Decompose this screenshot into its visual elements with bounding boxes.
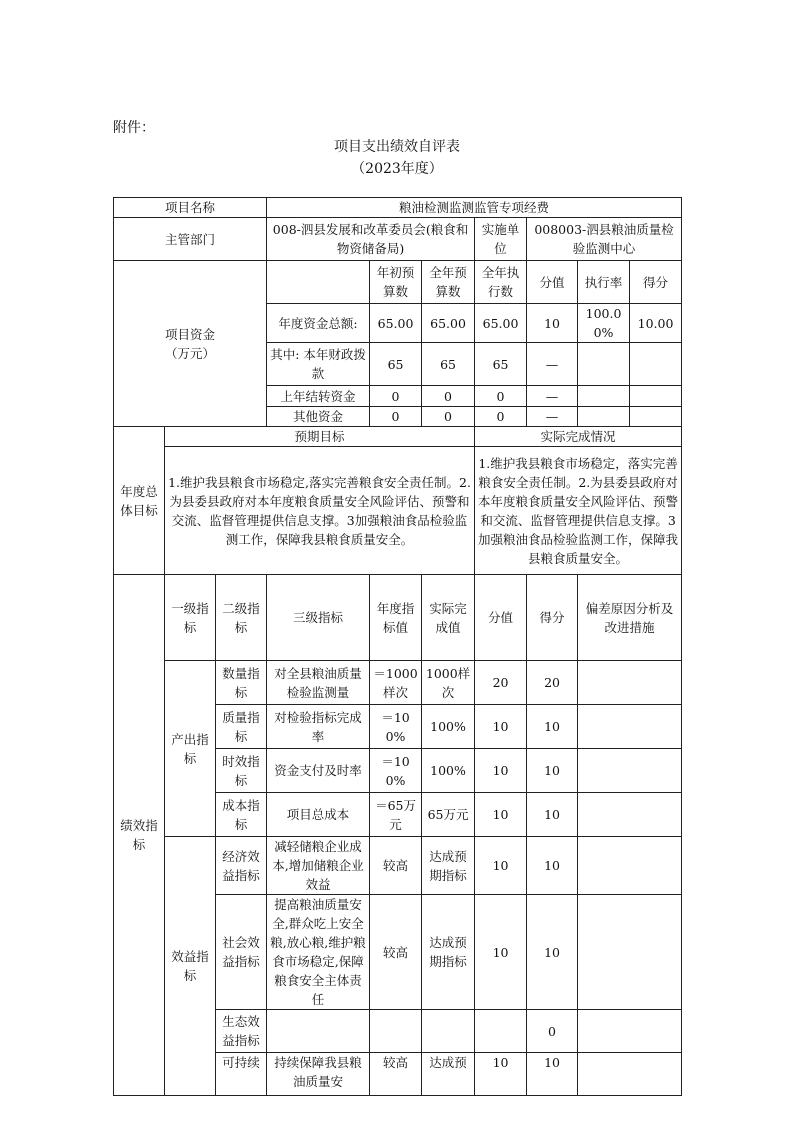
funds-header-blank: [267, 261, 370, 304]
indicator-score: 10: [527, 749, 578, 793]
indicator-target: [370, 1010, 422, 1053]
indicator-score: 10: [527, 837, 578, 895]
indicator-actual: 65万元: [422, 793, 475, 837]
funds-header-score: 得分: [630, 261, 682, 304]
performance-label: 绩效指标: [114, 575, 165, 1096]
funds-row-executed: 0: [475, 386, 527, 407]
funds-row-executed: 65.00: [475, 304, 527, 343]
funds-row-score-value: 10: [527, 304, 578, 343]
indicator-level2: 生态效益指标: [216, 1010, 267, 1053]
impl-value: 008003-泗县粮油质量检验监测中心: [527, 218, 682, 261]
funds-label-cell: [114, 261, 267, 427]
page-subtitle: （2023年度）: [351, 161, 443, 177]
indicator-level2: 社会效益指标: [216, 895, 267, 1010]
funds-row-full: 65: [422, 343, 475, 386]
funds-row-score-value: —: [527, 386, 578, 407]
funds-label: 项目资金: [165, 326, 216, 342]
funds-row-score: 10.00: [630, 304, 682, 343]
perf-header-level2: 二级指标: [216, 575, 267, 661]
indicator-level3: 对检验指标完成率: [267, 705, 370, 749]
indicator-level2: 成本指标: [216, 793, 267, 837]
perf-header-actual: 实际完成值: [422, 575, 475, 661]
indicator-level2: 数量指标: [216, 661, 267, 705]
indicator-level3: 资金支付及时率: [267, 749, 370, 793]
indicator-deviation: [578, 705, 682, 749]
indicator-level2: 可持续: [216, 1053, 267, 1096]
funds-row-rate: [578, 407, 630, 427]
funds-row-name: 年度资金总额:: [267, 304, 370, 343]
funds-row-name: 其他资金: [267, 407, 370, 427]
goals-label: 年度总体目标: [114, 427, 165, 575]
goals-actual-header: 实际完成情况: [475, 427, 682, 447]
funds-row-full: 65.00: [422, 304, 475, 343]
indicator-score-value: 10: [475, 749, 527, 793]
funds-row-full: 0: [422, 407, 475, 427]
goals-expected-text: 1.维护我县粮食市场稳定,落实完善粮食安全责任制。2.为县委县政府对本年度粮食质量安全风险评估、预警和交流、监督管理提供信息支撑。3加强粮油食品检验监测工作，保障我县粮食质量安全。: [165, 447, 475, 575]
indicator-target: 较高: [370, 895, 422, 1010]
funds-row-name: 上年结转资金: [267, 386, 370, 407]
indicator-deviation: [578, 749, 682, 793]
dept-value: 008-泗县发展和改革委员会(粮食和物资储备局): [267, 218, 475, 261]
indicator-deviation: [578, 837, 682, 895]
indicator-level3: 提高粮油质量安全,群众吃上安全粮,放心粮,维护粮食市场稳定,保障粮食安全主体责任: [267, 895, 370, 1010]
indicator-actual: 达成预: [422, 1053, 475, 1096]
indicator-target: ＝65万元: [370, 793, 422, 837]
indicator-actual: 达成预期指标: [422, 837, 475, 895]
indicator-level2: 质量指标: [216, 705, 267, 749]
perf-header-score-value: 分值: [475, 575, 527, 661]
indicator-actual: 1000样次: [422, 661, 475, 705]
funds-row-initial: 0: [370, 386, 422, 407]
indicator-deviation: [578, 1053, 682, 1096]
indicator-score: 20: [527, 661, 578, 705]
indicator-score-value: [475, 1010, 527, 1053]
indicator-target: 较高: [370, 837, 422, 895]
project-name-value: 粮油检测监测监管专项经费: [267, 198, 682, 218]
indicator-actual: 100%: [422, 749, 475, 793]
indicator-level3: [267, 1010, 370, 1053]
funds-row-score-value: —: [527, 407, 578, 427]
indicator-score-value: 10: [475, 895, 527, 1010]
project-name-label: 项目名称: [114, 198, 267, 218]
output-label: 产出指标: [165, 661, 216, 837]
funds-row-name: 其中: 本年财政拨款: [267, 343, 370, 386]
indicator-score-value: 10: [475, 837, 527, 895]
indicator-level3: 持续保障我县粮油质量安: [267, 1053, 370, 1096]
indicator-level2: 时效指标: [216, 749, 267, 793]
funds-row-rate: 100.00%: [578, 304, 630, 343]
indicator-score-value: 20: [475, 661, 527, 705]
funds-header-full: 全年预算数: [422, 261, 475, 304]
perf-header-target: 年度指标值: [370, 575, 422, 661]
indicator-score: 10: [527, 895, 578, 1010]
indicator-actual: [422, 1010, 475, 1053]
funds-header-rate: 执行率: [578, 261, 630, 304]
indicator-deviation: [578, 793, 682, 837]
indicator-score: 0: [527, 1010, 578, 1053]
indicator-level3: 项目总成本: [267, 793, 370, 837]
goals-actual-text: 1.维护我县粮食市场稳定，落实完善粮食安全责任制。2.为县委县政府对本年度粮食质量安全风险评估、预警和交流、监督管理提供信息支撑。3加强粮油食品检验监测工作，保障我县粮食质量安全。: [475, 447, 682, 575]
funds-row-executed: 0: [475, 407, 527, 427]
funds-row-executed: 65: [475, 343, 527, 386]
indicator-target: ＝100%: [370, 705, 422, 749]
funds-row-full: 0: [422, 386, 475, 407]
funds-row-rate: [578, 343, 630, 386]
dept-label: 主管部门: [114, 218, 267, 261]
indicator-target: ＝100%: [370, 749, 422, 793]
indicator-actual: 达成预期指标: [422, 895, 475, 1010]
indicator-target: ＝1000样次: [370, 661, 422, 705]
indicator-target: 较高: [370, 1053, 422, 1096]
indicator-score-value: 10: [475, 1053, 527, 1096]
funds-header-initial: 年初预算数: [370, 261, 422, 304]
indicator-level2: 经济效益指标: [216, 837, 267, 895]
perf-header-score: 得分: [527, 575, 578, 661]
funds-unit: （万元）: [165, 345, 216, 361]
benefit-label: 效益指标: [165, 837, 216, 1096]
indicator-deviation: [578, 661, 682, 705]
indicator-level3: 对全县粮油质量检验监测量: [267, 661, 370, 705]
impl-label: 实施单位: [475, 218, 527, 261]
perf-header-level1: 一级指标: [165, 575, 216, 661]
attachment-label: 附件：: [113, 120, 155, 136]
indicator-level3: 减轻储粮企业成本,增加储粮企业效益: [267, 837, 370, 895]
indicator-deviation: [578, 1010, 682, 1053]
self-evaluation-table: [113, 197, 682, 1096]
indicator-score: 10: [527, 1053, 578, 1096]
indicator-actual: 100%: [422, 705, 475, 749]
indicator-deviation: [578, 895, 682, 1010]
indicator-score-value: 10: [475, 705, 527, 749]
funds-row-initial: 65.00: [370, 304, 422, 343]
indicator-score-value: 10: [475, 793, 527, 837]
funds-row-score: [630, 386, 682, 407]
funds-row-score: [630, 343, 682, 386]
funds-row-rate: [578, 386, 630, 407]
goals-expected-header: 预期目标: [165, 427, 475, 447]
funds-header-executed: 全年执行数: [475, 261, 527, 304]
page-title: 项目支出绩效自评表: [334, 139, 460, 155]
funds-row-score: [630, 407, 682, 427]
indicator-score: 10: [527, 793, 578, 837]
funds-row-initial: 65: [370, 343, 422, 386]
funds-row-score-value: —: [527, 343, 578, 386]
perf-header-deviation: 偏差原因分析及改进措施: [578, 575, 682, 661]
funds-header-score-value: 分值: [527, 261, 578, 304]
perf-header-level3: 三级指标: [267, 575, 370, 661]
funds-row-initial: 0: [370, 407, 422, 427]
indicator-score: 10: [527, 705, 578, 749]
